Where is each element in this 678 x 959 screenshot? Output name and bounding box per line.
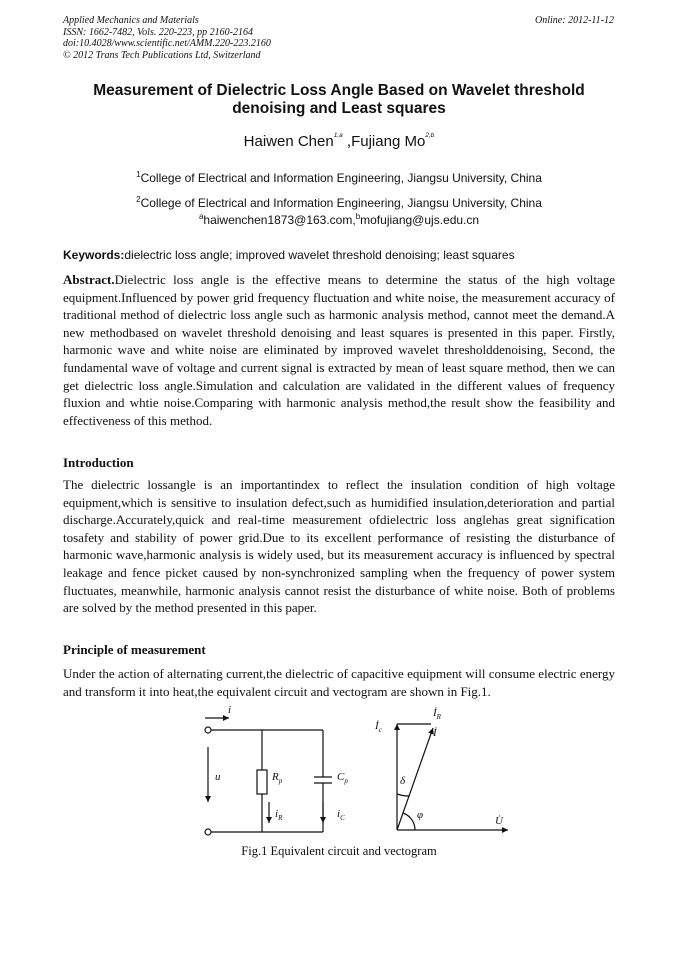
journal-name: Applied Mechanics and Materials <box>63 15 199 26</box>
vectogram-labels <box>374 707 504 827</box>
abstract-label: Abstract. <box>63 272 115 287</box>
paper-title: Measurement of Dielectric Loss Angle Based on Wavelet threshold denoising and Least squares <box>93 82 585 117</box>
keywords-text: dielectric loss angle; improved wavelet threshold denoising; least squares <box>124 248 515 262</box>
email-link[interactable]: mofujiang@ujs.edu.cn <box>360 213 480 227</box>
label-ir: $i_R$ <box>275 808 283 822</box>
label-vec-u: U̇ <box>495 815 503 827</box>
abstract-text: Dielectric loss angle is the effective means to determine the status of the high voltage equipment.Influenced by power grid frequency fluctuation and white noise, the measurement accuracy of traditional method of dielectric loss angle such as harmonic analysis method, cannot meet the demand.A new methodbased on wavelet threshold denoising and least squares is presented in this paper. Firstly, harmonic wave and white noise are eliminated by improved wavelet thresholddenoising, Second, the fundamental wave of voltage and current signal is extracted by mean of least square method, then we can get dielectric loss angle.Simulation and calculation are validated in the different values of frequency fluxion and whtie noise.Comparing with harmonic analysis method,the result show the feasibility and effectiveness of this method. <box>63 272 615 428</box>
author-superscript: 1,a <box>333 132 343 139</box>
circuit-labels <box>215 704 348 822</box>
label-vec-i: İ <box>433 727 437 739</box>
phi-arc <box>403 813 415 830</box>
resistor-rp <box>257 770 267 794</box>
affiliation-text: College of Electrical and Information Engineering, Jiangsu University, China <box>140 196 542 210</box>
copyright-line: © 2012 Trans Tech Publications Ltd, Switzerland <box>63 49 261 61</box>
doi-line: doi:10.4028/www.scientific.net/AMM.220-223.2160 <box>63 38 271 49</box>
online-date: Online: 2012-11-12 <box>535 15 614 26</box>
author-line <box>63 133 615 150</box>
label-delta: δ <box>400 775 406 787</box>
vectogram <box>397 724 508 830</box>
delta-arc <box>397 794 409 796</box>
label-vec-ir: $İ_R$ <box>433 707 441 721</box>
figure-caption: Fig.1 Equivalent circuit and vectogram <box>241 844 437 858</box>
label-u: u <box>215 771 221 783</box>
affiliation-1 <box>63 168 615 185</box>
email-mark: a <box>198 212 204 221</box>
affiliation-mark: 1 <box>136 170 141 179</box>
principle-text: Under the action of alternating current,the dielectric of capacitive equipment will consume electric energy and transform it into heat,the equivalent circuit and vectogram are shown in Fig.1. <box>63 666 615 699</box>
affiliation-2 <box>63 193 615 210</box>
label-ic: $i_C$ <box>337 808 345 822</box>
label-i: i <box>228 704 232 716</box>
label-cp: $C_p$ <box>337 771 348 785</box>
author-superscript: 2,b <box>425 132 435 139</box>
terminal-top <box>205 727 211 733</box>
terminal-bottom <box>205 829 211 835</box>
introduction-text: The dielectric lossangle is an importantindex to reflect the insulation condition of high voltage equipment,which is sensitive to insulation defect,such as humidified insulation,deterioration and partial discharge.Accurately,quick and real-time measurement ofdielectric loss anglehas great signification tosafety and stability of power grid.Due to its excellent performance of resisting the disturbance of harmonic wave,harmonic analysis is widely used, but its measurement accuracy is influenced by spectral leakage and fence picket caused by non-synchronized sampling when the frequency of power system fluctuates, meanwhile, harmonic analysis cannot resist the disturbance of white noise. Both of problems are solved by the method presented in this paper. <box>63 477 615 616</box>
journal-meta <box>63 15 271 61</box>
affiliation-text: College of Electrical and Information Engineering, Jiangsu University, China <box>140 171 542 185</box>
keywords-label: Keywords: <box>63 248 125 262</box>
label-vec-ic: $İ_c$ <box>375 720 382 734</box>
email-mark: b <box>355 212 361 221</box>
equivalent-circuit <box>205 718 332 835</box>
email-line <box>63 210 615 227</box>
section-heading-introduction: Introduction <box>63 455 134 470</box>
figure-1 <box>195 702 525 842</box>
label-phi: φ <box>417 809 424 821</box>
label-rp: $R_p$ <box>272 771 283 785</box>
email-link[interactable]: haiwenchen1873@163.com, <box>203 213 356 227</box>
abstract <box>63 271 615 429</box>
affiliation-mark: 2 <box>136 195 141 204</box>
author-name: Haiwen Chen <box>243 133 334 150</box>
issn-line: ISSN: 1662-7482, Vols. 220-223, pp 2160-2164 <box>63 26 253 38</box>
keywords <box>63 248 615 262</box>
author-separator: , <box>342 133 352 150</box>
section-heading-principle: Principle of measurement <box>63 642 206 657</box>
author-name: Fujiang Mo <box>351 133 426 150</box>
